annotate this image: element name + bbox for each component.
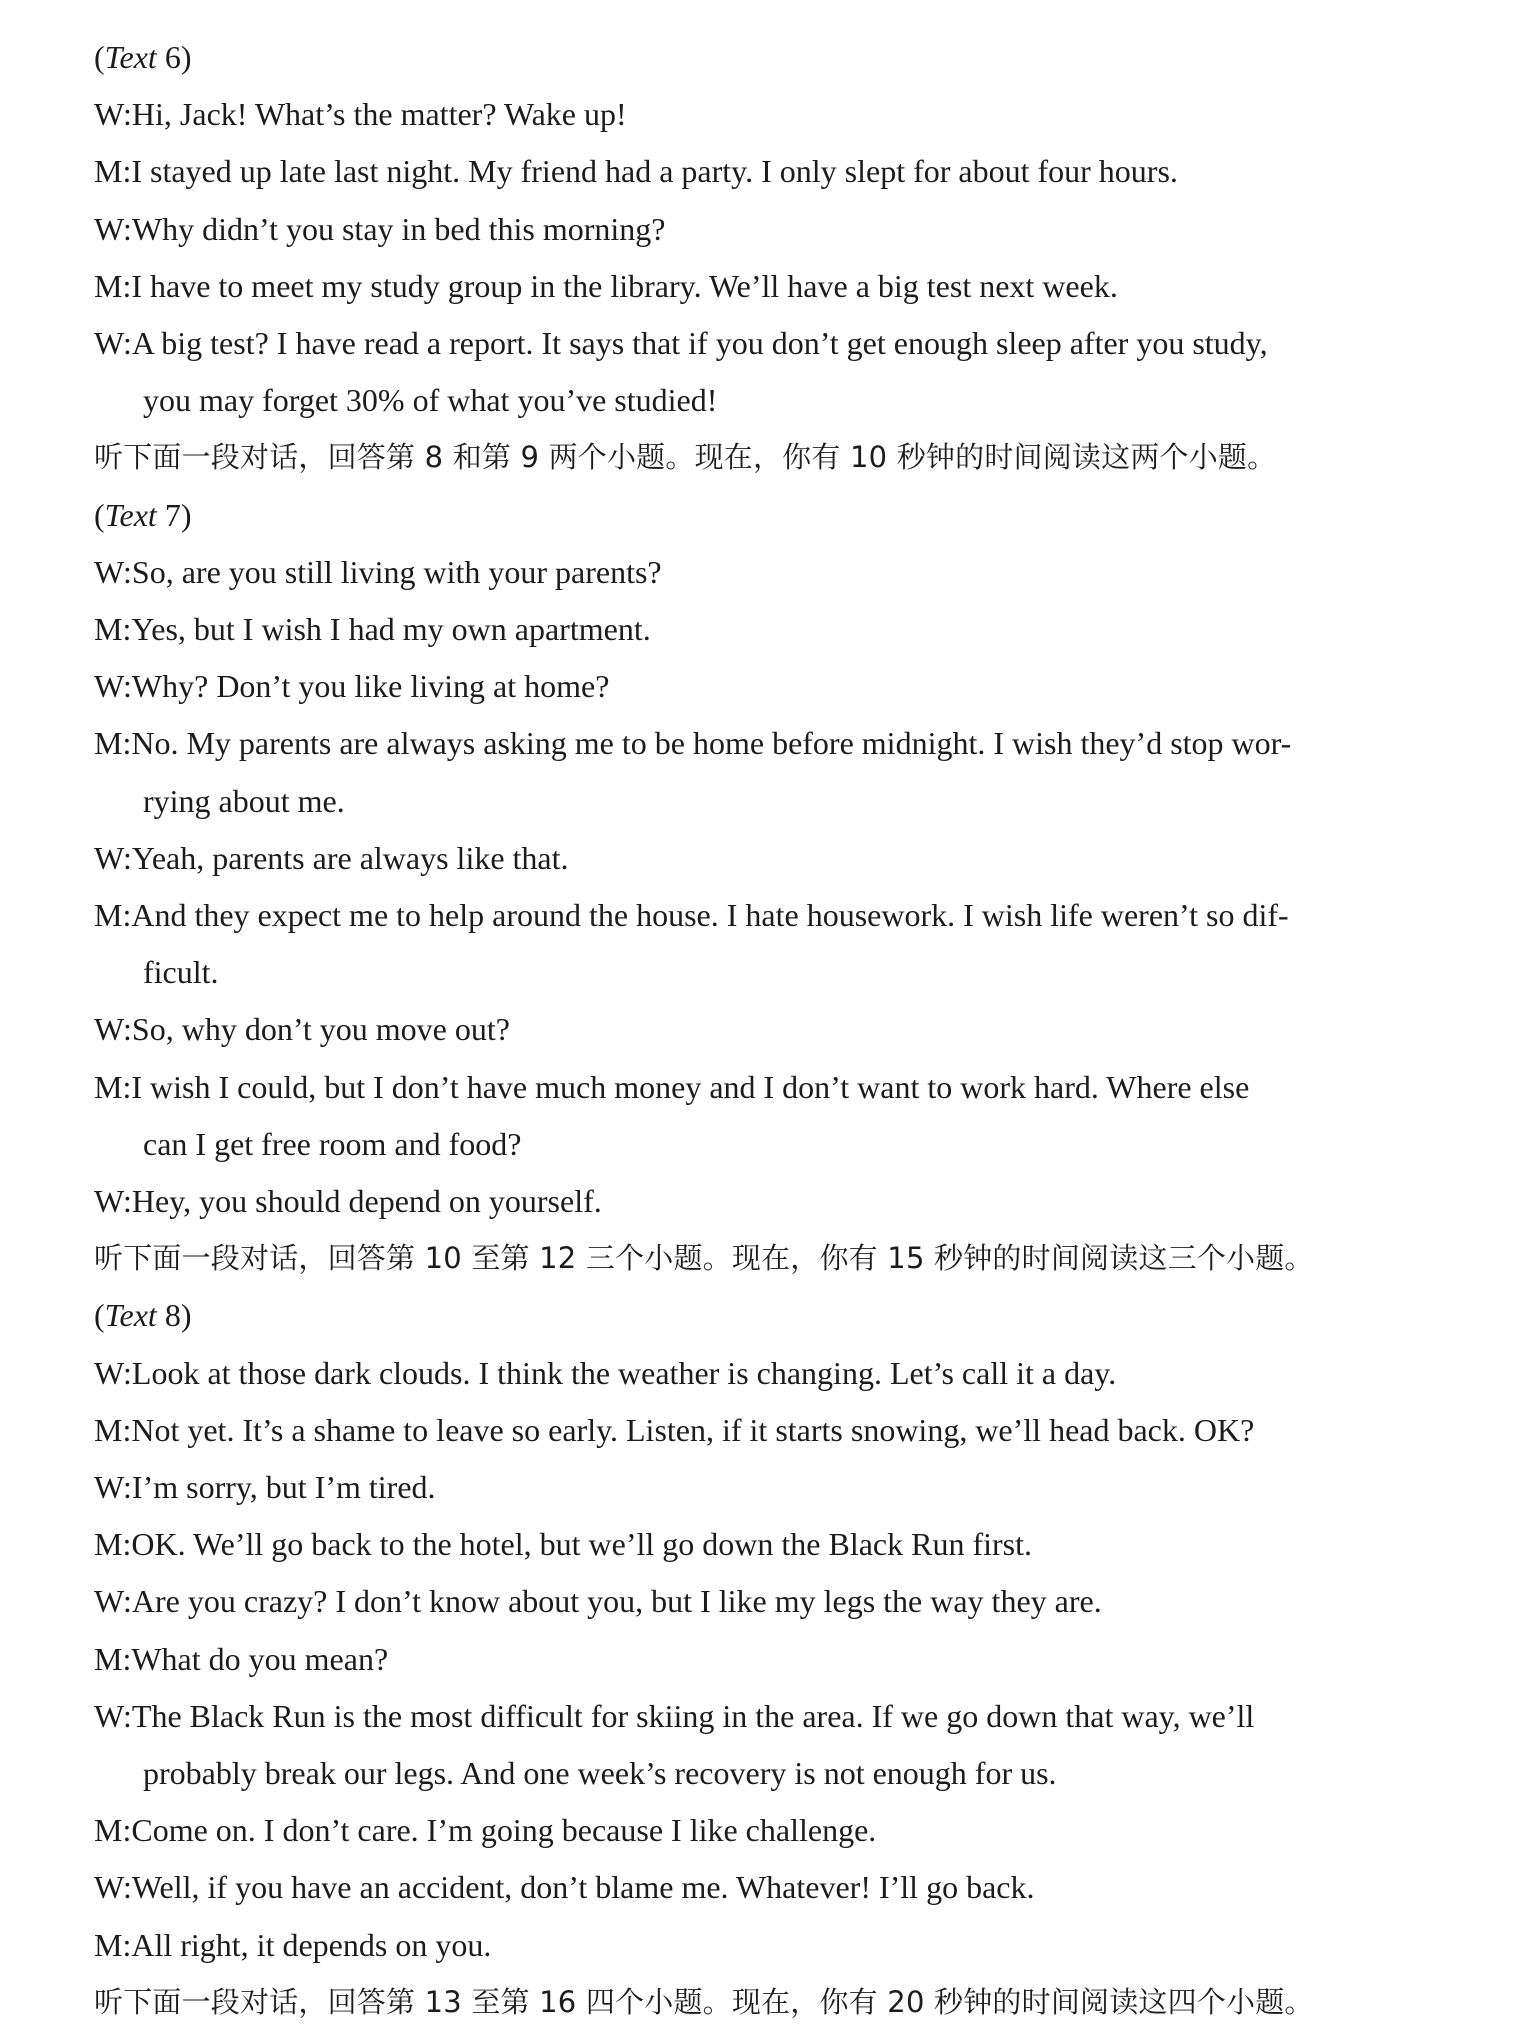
dialogue-text: So, are you still living with your parents? (131, 554, 662, 590)
speaker-label: M: (94, 725, 132, 761)
dialogue-line (94, 838, 569, 878)
heading-number: 6) (156, 39, 192, 75)
dialogue-line (94, 552, 662, 592)
speaker-label: W: (94, 211, 132, 247)
dialogue-continuation: you may forget 30% of what you’ve studied! (143, 382, 718, 418)
dialogue-text: I’m sorry, but I’m tired. (131, 1469, 436, 1505)
dialogue-continuation: can I get free room and food? (143, 1126, 522, 1162)
heading-number: 8) (156, 1297, 192, 1333)
dialogue-text: Hi, Jack! What’s the matter? Wake up! (131, 96, 627, 132)
dialogue-line (94, 1181, 602, 1221)
dialogue-line (94, 1067, 1249, 1107)
speaker-label: W: (94, 554, 132, 590)
dialogue-continuation: rying about me. (143, 783, 345, 819)
dialogue-line (94, 1925, 491, 1965)
dialogue-continuation: ficult. (143, 954, 219, 990)
dialogue-line (94, 209, 665, 249)
dialogue-line (94, 323, 1268, 363)
speaker-label: W: (94, 1583, 132, 1619)
dialogue-text: A big test? I have read a report. It says that if you don’t get enough sleep after you study, (131, 325, 1268, 361)
heading-open-paren: ( (94, 1297, 105, 1333)
dialogue-line (94, 666, 609, 706)
dialogue-text: And they expect me to help around the house. I hate housework. I wish life weren’t so dif- (131, 897, 1289, 933)
dialogue-text: Are you crazy? I don’t know about you, but I like my legs the way they are. (131, 1583, 1102, 1619)
dialogue-text: Why didn’t you stay in bed this morning? (131, 211, 666, 247)
speaker-label: M: (94, 268, 132, 304)
dialogue-text: No. My parents are always asking me to be home before midnight. I wish they’d stop wor- (131, 725, 1292, 761)
heading-open-paren: ( (94, 39, 105, 75)
speaker-label: W: (94, 1011, 132, 1047)
dialogue-line (94, 1639, 388, 1679)
dialogue-line (94, 1696, 1254, 1736)
dialogue-line (94, 1467, 436, 1507)
dialogue-text: The Black Run is the most difficult for skiing in the area. If we go down that way, we’ll (131, 1698, 1255, 1734)
dialogue-text: Yeah, parents are always like that. (131, 840, 569, 876)
dialogue-text: Come on. I don’t care. I’m going because I like challenge. (131, 1812, 877, 1848)
speaker-label: M: (94, 1069, 132, 1105)
dialogue-text: I have to meet my study group in the library. We’ll have a big test next week. (131, 268, 1118, 304)
heading-label: Text (104, 1297, 157, 1333)
speaker-label: M: (94, 153, 132, 189)
dialogue-line (94, 94, 627, 134)
dialogue-text: Yes, but I wish I had my own apartment. (131, 611, 651, 647)
dialogue-line (94, 1524, 1032, 1564)
listening-instruction: 听下面一段对话，回答第 13 至第 16 四个小题。现在，你有 20 秒钟的时间阅读这四个小题。 (94, 1985, 1314, 2019)
dialogue-line (94, 1581, 1102, 1621)
text-heading (94, 37, 191, 77)
dialogue-text: Hey, you should depend on yourself. (131, 1183, 602, 1219)
dialogue-line (94, 609, 651, 649)
dialogue-line (94, 1009, 510, 1049)
dialogue-line (94, 1353, 1116, 1393)
dialogue-text: What do you mean? (131, 1641, 389, 1677)
listening-instruction: 听下面一段对话，回答第 8 和第 9 两个小题。现在，你有 10 秒钟的时间阅读这两个小题。 (94, 440, 1277, 474)
dialogue-text: I stayed up late last night. My friend had a party. I only slept for about four hours. (131, 153, 1178, 189)
listening-instruction: 听下面一段对话，回答第 10 至第 12 三个小题。现在，你有 15 秒钟的时间阅读这三个小题。 (94, 1241, 1314, 1275)
speaker-label: M: (94, 1526, 132, 1562)
dialogue-continuation: probably break our legs. And one week’s recovery is not enough for us. (143, 1755, 1057, 1791)
dialogue-text: Not yet. It’s a shame to leave so early. Listen, if it starts snowing, we’ll head back. OK? (131, 1412, 1255, 1448)
text-heading (94, 1295, 191, 1335)
speaker-label: M: (94, 611, 132, 647)
text-heading (94, 495, 191, 535)
heading-number: 7) (156, 497, 192, 533)
speaker-label: W: (94, 1183, 132, 1219)
heading-open-paren: ( (94, 497, 105, 533)
dialogue-text: Look at those dark clouds. I think the weather is changing. Let’s call it a day. (131, 1355, 1117, 1391)
speaker-label: M: (94, 1812, 132, 1848)
speaker-label: W: (94, 1469, 132, 1505)
dialogue-line (94, 266, 1118, 306)
dialogue-text: All right, it depends on you. (131, 1927, 492, 1963)
speaker-label: M: (94, 1412, 132, 1448)
speaker-label: W: (94, 1355, 132, 1391)
dialogue-line (94, 723, 1291, 763)
speaker-label: M: (94, 897, 132, 933)
speaker-label: M: (94, 1927, 132, 1963)
dialogue-line (94, 1810, 876, 1850)
dialogue-text: I wish I could, but I don’t have much money and I don’t want to work hard. Where else (131, 1069, 1250, 1105)
speaker-label: W: (94, 325, 132, 361)
speaker-label: W: (94, 1869, 132, 1905)
speaker-label: W: (94, 96, 132, 132)
heading-label: Text (104, 497, 157, 533)
heading-label: Text (104, 39, 157, 75)
dialogue-text: So, why don’t you move out? (131, 1011, 510, 1047)
speaker-label: W: (94, 668, 132, 704)
dialogue-line (94, 1410, 1254, 1450)
dialogue-text: Why? Don’t you like living at home? (131, 668, 610, 704)
speaker-label: M: (94, 1641, 132, 1677)
dialogue-line (94, 895, 1289, 935)
dialogue-text: OK. We’ll go back to the hotel, but we’ll go down the Black Run first. (131, 1526, 1033, 1562)
dialogue-line (94, 151, 1178, 191)
dialogue-text: Well, if you have an accident, don’t blame me. Whatever! I’ll go back. (131, 1869, 1035, 1905)
dialogue-line (94, 1867, 1034, 1907)
speaker-label: W: (94, 840, 132, 876)
speaker-label: W: (94, 1698, 132, 1734)
